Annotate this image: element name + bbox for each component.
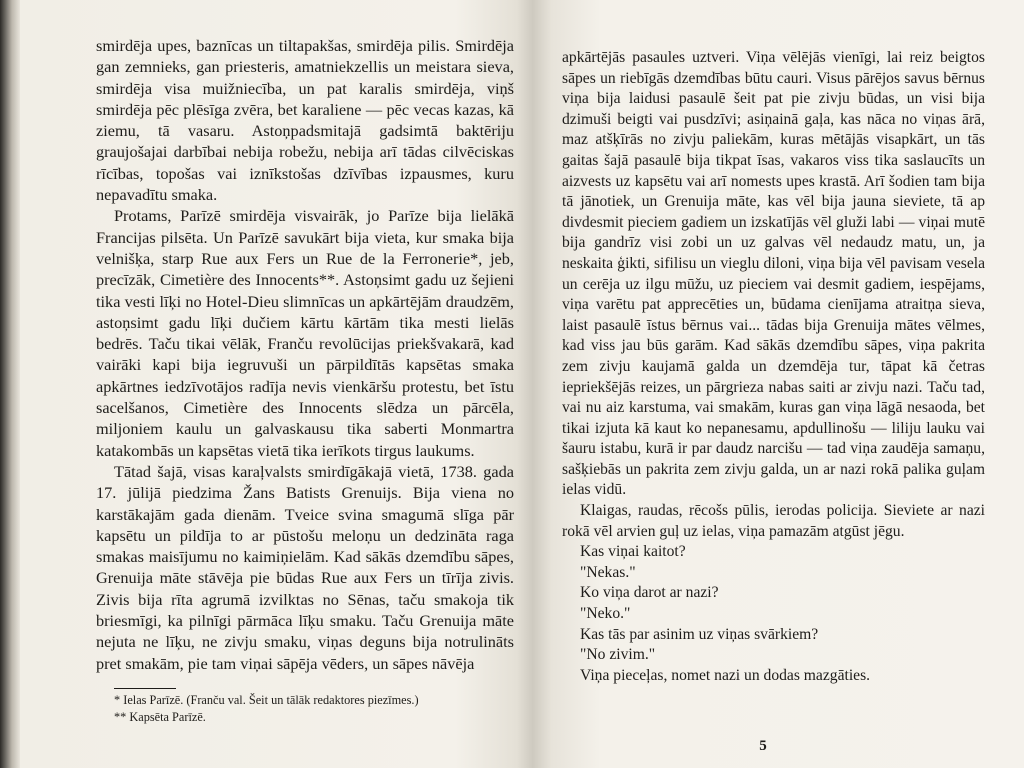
- dialog-line: Ko viņa darot ar nazi?: [580, 584, 719, 602]
- page-number: 5: [759, 738, 767, 754]
- dialog-line: "No zivim.": [580, 646, 656, 664]
- dialog-line: Viņa pieceļas, nomet nazi un dodas mazgāties.: [580, 666, 871, 684]
- right-paragraph: apkārtējās pasaules uztveri. Viņa vēlējās vienīgi, lai reiz beigtos sāpes un riebīgās dzemdības būtu cauri. Visus pārējos savus bērnus viņa bija laidusi pasaulē šeit pat pie zivju būdas, un visi bija dzimuši beigti vai pusdzīvi; asiņainā gaļa, kas nāca no viņas ārā, maz atšķīrās no zivju paliekām, kuras mētājās visapkārt, un tās gaitas šajā pasaulē bija tikpat īsas, vakaros viss tika saslaucīts un aizvests uz kapsētu vai arī nomests upes krastā. Arī šodien tam bija tā jānotiek, un Grenuija māte, kas vēl bija jauna sieviete, tā ap divdesmit pieciem gadiem un izskatījās vēl gluži labi — viņai mutē bija gandrīz visi zobi un uz galvas vēl nedaudz matu, un, ja neskaita ģikti, sifilisu un vieglu diloni, viņa bija vēl pavisam vesela un cerēja uz ilgu mūžu, uz pieciem vai desmit gadiem, iespējams, viņa varētu pat apprecēties un, būdama cienījama atraitņa sieva, laist pasaulē īstus bērnus vai... tādas bija Grenuija mātes vēlmes, kad viss jau būs garām. Kad sākās dzemdību sāpes, viņa pakrita zem zivju kaujamā galda un dzemdēja tur, tāpat kā četras iepriekšējās reizes, un pārgrieza nabas saiti ar zivju nazi. Taču tad, vai nu aiz karstuma, vai smakām, kuras gan viņa lāgā nesaoda, bet tikai izjuta kā kaut ko nepanesamu, apdullinošu — liliju lauku vai šauru istabu, kurā ir par daudz narcišu — tad viņa zaudēja samaņu, sašķiebās un pakrita zem zivju galda, un ar nazi rokā palika guļam ielas vidū.: [562, 49, 985, 499]
- dialog-lines: [562, 542, 985, 686]
- dialog-line: "Neko.": [580, 605, 631, 623]
- right-page: [532, 0, 1024, 768]
- book-edge: [0, 0, 20, 768]
- footnote-rule: [114, 688, 176, 689]
- right-paragraph: Klaigas, raudas, rēcošs pūlis, ierodas policija. Sieviete ar nazi rokā vēl arvien guļ uz ielas, viņa pamazām atgūst jēgu.: [562, 502, 985, 540]
- footnote: ** Kapsēta Parīzē.: [114, 709, 206, 724]
- dialog-line: Kas viņai kaitot?: [580, 543, 686, 561]
- left-page-text: [96, 35, 514, 674]
- right-page-text: [562, 48, 985, 686]
- left-page: [20, 0, 532, 768]
- left-paragraph: Protams, Parīzē smirdēja visvairāk, jo Parīze bija lielākā Francijas pilsēta. Un Parīzē savukārt bija vieta, kur smaka bija velnišķa, starp Rue aux Fers un Rue de la Ferronerie*, jeb, precīzāk, Cimetière des Innocents**. Astoņsimt gadu uz šejieni tika vesti līķi no Hotel-Dieu slimnīcas un apkārtējām draudzēm, astoņsimt gadu līķi dučiem kārtu kārtām tika mesti lielās bedrēs. Taču tikai vēlāk, Franču revolūcijas priekšvakarā, kad vairāki kapi bija iegruvuši un pārpildītās kapsētas smaka apkārtnes iedzīvotājos radīja nevis vienkāršu protestu, bet īstu sacelšanos, Cimetière des Innocents slēdza un pārcēla, miljoniem kaulu un galvaskausu tika saberti Monmartra katakombās un kapsētas vietā tika ierīkots tirgus laukums.: [96, 206, 514, 460]
- dialog-line: "Nekas.": [580, 563, 636, 581]
- left-paragraph: Tātad šajā, visas karaļvalsts smirdīgākajā vietā, 1738. gada 17. jūlijā piedzima Žans Batists Grenuijs. Bija viena no karstākajām gada dienām. Tveice svina smagumā slīga pār kapsētu un pildīja to ar pūstošu meloņu un dedzināta raga smakas maisījumu no kaimiņielām. Kad sākās dzemdību sāpes, Grenuija māte stāvēja pie būdas Rue aux Fers un tīrīja zivis. Zivis bija rīta agrumā izvilktas no Sēnas, taču smakoja tik briesmīgi, ka pilnīgi pārmāca līķu smaku. Taču Grenuija māte nejuta ne līķu, ne zivju smaku, viņas deguns bija notrulināts pret smakām, pie tam viņai sāpēja vēders, un sāpes nāvēja: [96, 461, 514, 673]
- left-paragraph: smirdēja upes, baznīcas un tiltapakšas, smirdēja pilis. Smirdēja gan zemnieks, gan priesteris, amatniekzellis un meistara sieva, smirdēja visa muižniecība, un pat karalis smirdēja, viņš smirdēja pēc plēsīga zvēra, bet karaliene — pēc vecas kazas, kā ziemu, tā vasaru. Astoņpadsmitajā gadsimtā baktēriju graujošajai darbībai nebija robežu, nebija arī tādas cilvēciskas rīcības, topošas vai iznīkstošas dzīvības izpausmes, kuru nepavadītu smaka.: [96, 36, 514, 205]
- dialog-line: Kas tās par asinim uz viņas svārkiem?: [580, 625, 819, 643]
- footnotes: [96, 688, 516, 726]
- footnote: * Ielas Parīzē. (Franču val. Šeit un tālāk redaktores piezīmes.): [114, 692, 419, 707]
